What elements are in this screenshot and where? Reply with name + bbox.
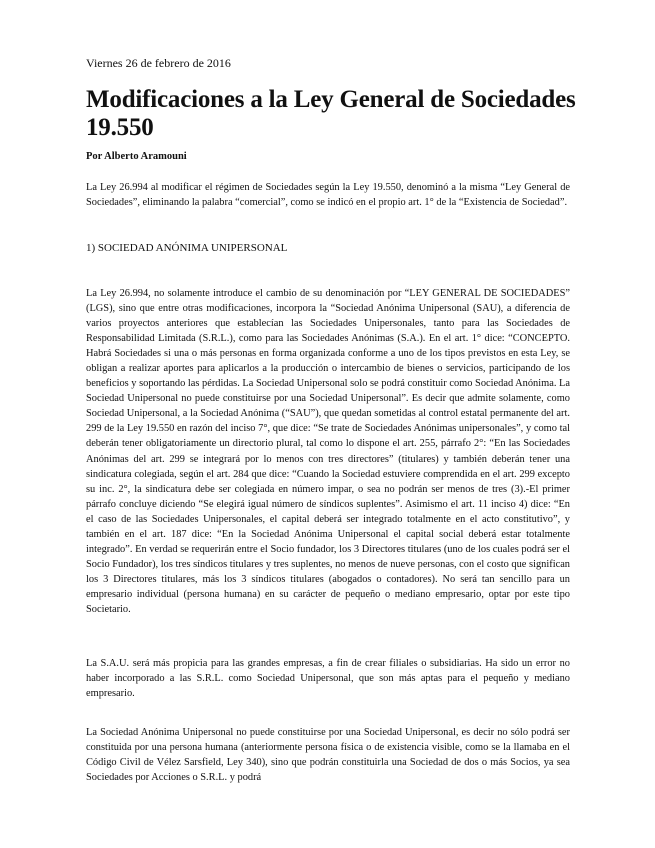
body-paragraph: La Ley 26.994, no solamente introduce el cambio de su denominación por “LEY GENERAL DE SOCIEDADES” (LGS), sino que entre otras modificaciones, incorpora la “Sociedad Anónima Unipersonal (SAU), a diferencia de varios proyectos anteriores que establecían las Sociedades Unipersonales, tanto para las Sociedades de Responsabilidad Limitada (S.R.L.), como para las Sociedades Anónimas (S.A.). En el art. 1° dice: “CONCEPTO. Habrá Sociedades si una o más personas en forma organizada conforme a uno de los tipos previstos en esta Ley, se obligan a realizar aportes para aplicarlos a la producción o intercambio de bienes o servicios, participando de los beneficios y soportando las pérdidas. La Sociedad Unipersonal solo se podrá constituir como Sociedad Anónima. La Sociedad Unipersonal no puede constituirse por una Sociedad Unipersonal”. Es decir que admite solamente, como Sociedad Unipersonal, a la Sociedad Anónima (“SAU”), que quedan sometidas al control estatal permanente del art. 299 de la Ley 19.550 en razón del inciso 7°, que dice: “Se trate de Sociedades Anónimas unipersonales”, y como tal deberán tener obligatoriamente un directorio plural, tal como lo dispone el art. 255, párrafo 2°: “En las Sociedades Anónimas del art. 299 se integrará por lo menos con tres directores” (titulares) y también deberán tener una sindicatura colegiada, según el art. 284 que dice: “Cuando la Sociedad estuviere comprendida en el art. 299 excepto su inc. 2°, la sindicatura debe ser colegiada en número impar, o sea no podrán ser menos de tres (3).-El primer párrafo concluye diciendo “Se elegirá igual número de síndicos suplentes”. Asimismo el art. 11 inciso 4) dice: “En el caso de las Sociedades Unipersonales, el capital deberá ser integrado totalmente en el acto constitutivo”, y también en el art. 187 dice: “En la Sociedad Anónima Unipersonal el capital social deberá estar totalmente integrado”. En verdad se requerirán entre el Socio fundador, los 3 Directores titulares (uno de los cuales podrá ser el Socio Fundador), los tres síndicos titulares y tres suplentes, no menos de nueve personas, con el costo que significan los 3 Directores titulares, más los 3 síndicos titulares (abogados o contadores). No será tan sencillo para un empresario individual (persona humana) en su carácter de pequeño o mediano empresario, optar por este tipo Societario.	[86, 288, 570, 615]
body-paragraph: La S.A.U. será más propicia para las grandes empresas, a fin de crear filiales o subsidiarias. Ha sido un error no haber incorporado a las S.R.L. como Sociedad Unipersonal, que son más aptas para el pequeño y mediano empresario.	[86, 658, 570, 700]
article-title: Modificaciones a la Ley General de Sociedades 19.550	[86, 86, 576, 141]
publication-date: Viernes 26 de febrero de 2016	[86, 56, 231, 70]
intro-paragraph: La Ley 26.994 al modificar el régimen de Sociedades según la Ley 19.550, denominó a la misma “Ley General de Sociedades”, eliminando la palabra “comercial”, como se indicó en el propio art. 1° de la “Existencia de Sociedad”.	[86, 182, 570, 209]
author-byline: Por Alberto Aramouni	[86, 151, 187, 162]
section-heading: 1) SOCIEDAD ANÓNIMA UNIPERSONAL	[86, 242, 288, 254]
body-paragraph: La Sociedad Anónima Unipersonal no puede constituirse por una Sociedad Unipersonal, es decir no sólo podrá ser constituida por una persona humana (anteriormente persona física o de existencia visible, como se la llamaba en el Código Civil de Vélez Sarsfield, Ley 340), sino que podrán constituirla una Sociedad de dos o más Socios, ya sea Sociedades por Acciones o S.R.L. y podrá	[86, 727, 570, 784]
